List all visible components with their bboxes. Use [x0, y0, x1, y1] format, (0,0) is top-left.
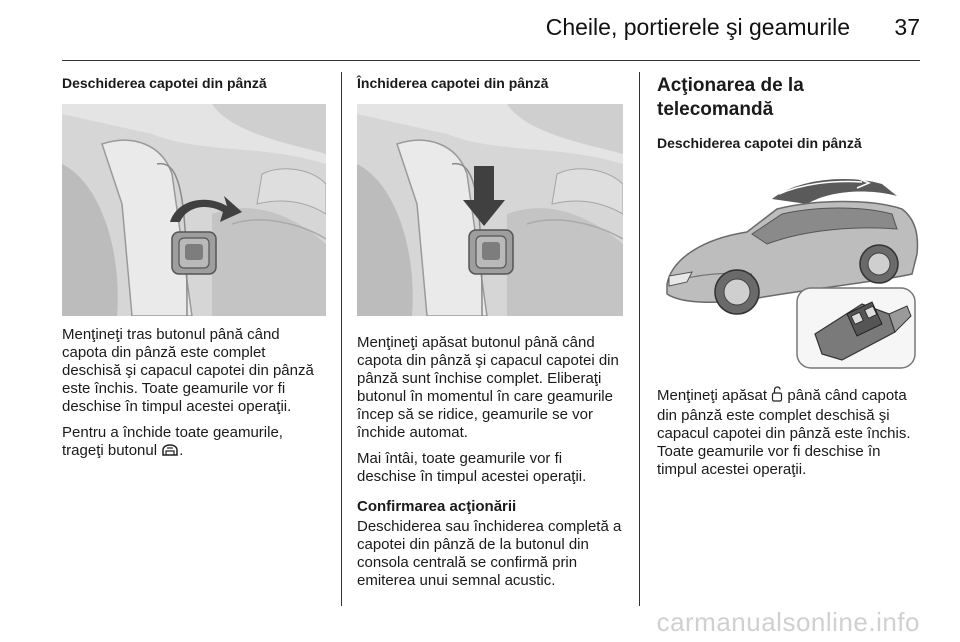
- confirm-heading: Confirmarea acţionării: [357, 498, 517, 515]
- instruction-open: Menţineţi tras butonul până când capota din pânză este complet deschisă şi capacul capotei din pânză este închis. Toate geamurile vor fi deschise în timpul acestei operaţii.: [62, 326, 314, 415]
- instruction-note: Mai întâi, toate geamurile vor fi deschise în timpul acestei operaţii.: [357, 450, 587, 485]
- section-heading: Deschiderea capotei din pânză: [62, 75, 267, 91]
- console-button-illustration: [357, 104, 623, 316]
- section-remote-control: [657, 74, 921, 479]
- remote-instruction: Menţineţi apăsat până când capota din pânză este complet deschisă şi capacul capotei din pânză este închis. Toate geamurile vor fi deschise în timpul acestei operaţii.: [657, 387, 911, 478]
- figure-pull-button: [62, 104, 326, 316]
- confirm-text: Deschiderea sau închiderea completă a capotei din pânză de la butonul din consola centrală se confirmă prin emiterea unui semnal acustic.: [357, 518, 622, 589]
- section-title: Acţionarea de la telecomandă: [657, 75, 804, 120]
- section-heading: Închiderea capotei din pânză: [357, 75, 549, 91]
- page-title: Cheile, portierele şi geamurile: [545, 14, 850, 40]
- section-heading: Deschiderea capotei din pânză: [657, 135, 862, 151]
- section-open-soft-top: [62, 74, 326, 462]
- section-close-soft-top: [357, 74, 623, 590]
- figure-remote-open: [657, 164, 921, 372]
- page-number: 37: [894, 14, 920, 40]
- column-divider-2: [639, 72, 640, 606]
- header-divider: [62, 60, 920, 61]
- watermark: carmanualsonline.info: [656, 607, 920, 637]
- figure-push-button: [357, 104, 623, 316]
- instruction-close-windows: Pentru a închide toate geamurile, trageţi butonul .: [62, 424, 326, 462]
- instruction-close: Menţineţi apăsat butonul până când capota din pânză şi capacul capotei din pânză sunt închise complet. Eliberaţi butonul în momentul în care geamurile încep să se ridice, geamurile se vor închide automat.: [357, 334, 619, 441]
- column-divider-1: [341, 72, 342, 606]
- unlock-key-icon: [771, 386, 783, 407]
- soft-top-button-icon: [161, 443, 179, 462]
- convertible-car-illustration: [657, 164, 921, 372]
- console-button-illustration: [62, 104, 326, 316]
